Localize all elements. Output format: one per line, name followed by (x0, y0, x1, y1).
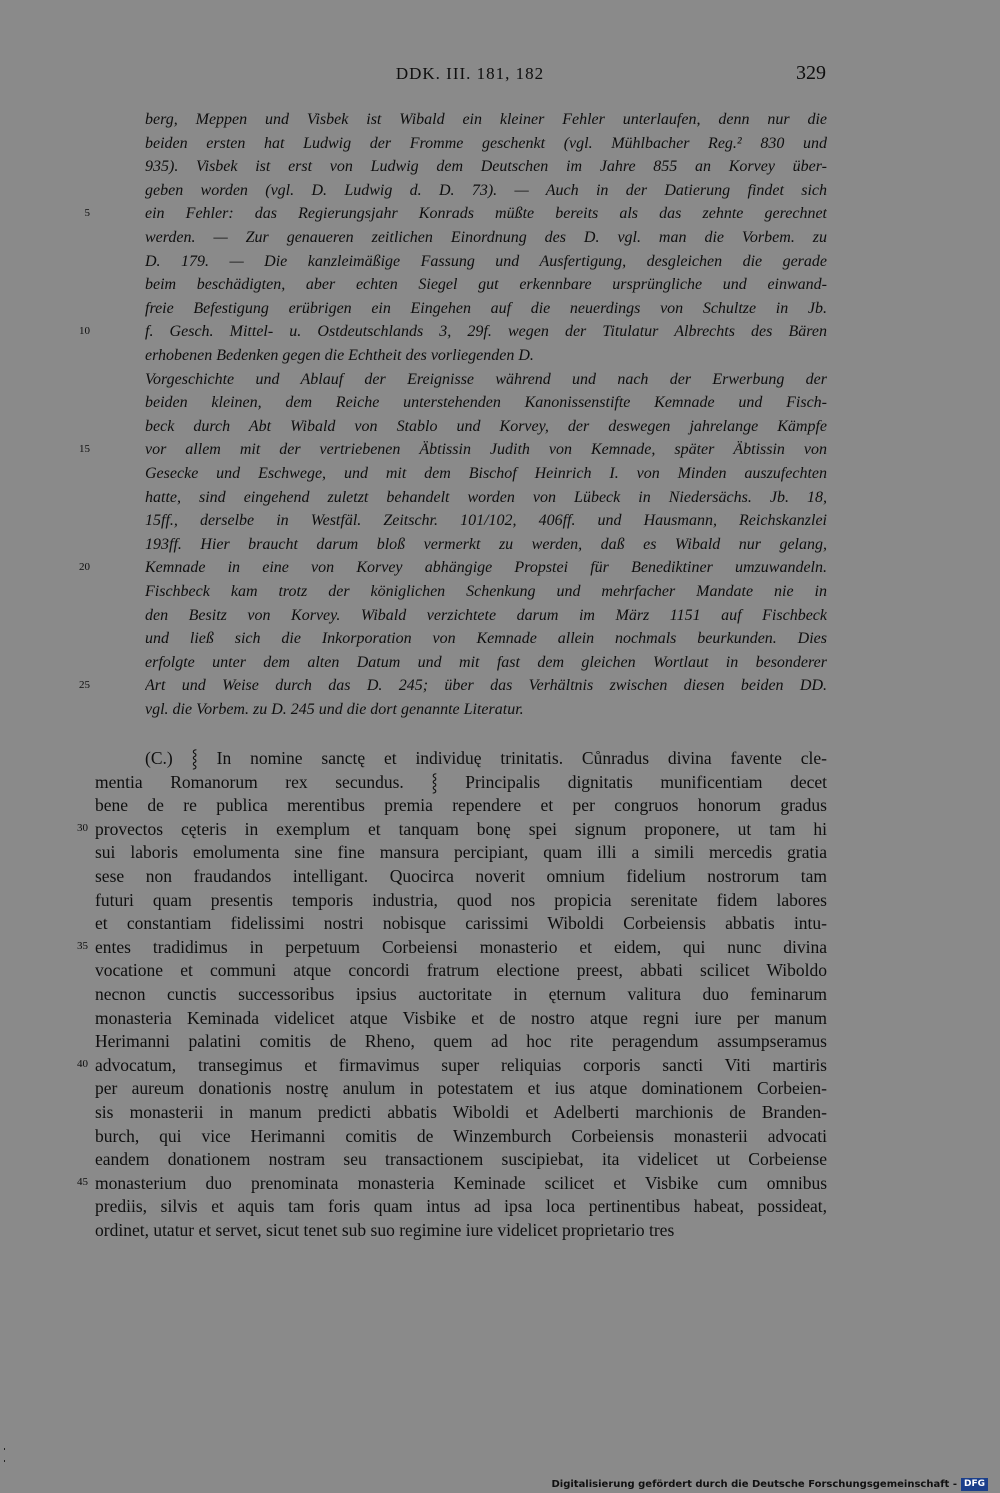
text-line: und ließ sich die Inkorporation von Kemnade allein nochmals beurkunden. Dies (145, 630, 827, 648)
text-line: erhobenen Bedenken gegen die Echtheit des vorliegenden D. (145, 347, 534, 364)
text-line: bene de re publica merentibus premia rependere et per congruos honorum gradus (95, 795, 827, 816)
text-line: (C.) ⸾ In nomine sanctę et individuę trinitatis. Cůnradus divina favente cle- (145, 748, 827, 768)
text-line: beim beschädigten, aber echten Siegel gut erkennbare ursprüngliche und einwand- (145, 276, 827, 294)
text-line: vgl. die Vorbem. zu D. 245 und die dort genannte Literatur. (145, 701, 524, 718)
page-number: 329 (796, 62, 826, 84)
text-line: D. 179. — Die kanzleimäßige Fassung und Ausfertigung, desgleichen die gerade (145, 252, 827, 270)
text-line: Fischbeck kam trotz der königlichen Schenkung und mehrfacher Mandate nie in (145, 583, 827, 600)
footer-bar (551, 1476, 988, 1493)
text-line: hatte, sind eingehend zuletzt behandelt worden von Lübeck in Niedersächs. Jb. 18, (145, 488, 827, 506)
text-line: futuri quam presentis temporis industria, quod nos propicia serenitate fidem labores (95, 889, 827, 910)
line-number: 45 (77, 1175, 88, 1188)
text-line: 193ff. Hier braucht darum bloß vermerkt zu werden, daß es Wibald nur gelang, (145, 535, 827, 553)
line-number: 35 (77, 939, 88, 952)
footer-funding-text: Digitalisierung gefördert durch die Deutsche Forschungsgemeinschaft - (551, 1479, 957, 1490)
text-line: geben worden (vgl. D. Ludwig d. D. 73). — Auch in der Datierung findet sich (145, 181, 827, 199)
text-line: et constantiam fidelissimi nostri nobisque carissimi Wiboldi Corbeiensis abbatis intu- (95, 913, 827, 934)
text-line: vor allem mit der vertriebenen Äbtissin Judith von Kemnade, später Äbtissin von (145, 441, 827, 459)
text-line: beck durch Abt Wibald von Stablo und Korvey, der deswegen jahrelange Kämpfe (145, 417, 827, 435)
text-line: beiden kleinen, dem Reiche unterstehenden Kanonissenstifte Kemnade und Fisch- (145, 394, 827, 412)
text-line: ordinet, utatur et servet, sicut tenet sub suo regimine iure videlicet proprietario tres (95, 1220, 675, 1240)
text-line: werden. — Zur genaueren zeitlichen Einordnung des D. vgl. man die Vorbem. zu (145, 229, 827, 246)
text-line: prediis, silvis et aquis tam foris quam intus ad ipsa loca pertinentibus habeat, possideat, (95, 1196, 827, 1217)
line-number: 25 (79, 679, 90, 692)
text-line: burch, qui vice Herimanni comitis de Winzemburch Corbeiensis monasterii advocati (95, 1125, 827, 1146)
text-line: Kemnade in eine von Korvey abhängige Propstei für Benediktiner umzuwandeln. (145, 559, 827, 577)
line-number: 30 (77, 821, 88, 834)
text-line: monasterium duo prenominata monasteria Keminade scilicet et Visbike cum omnibus (95, 1172, 827, 1193)
line-number: 40 (77, 1057, 88, 1070)
text-line: ein Fehler: das Regierungsjahr Konrads müßte bereits als das zehnte gerechnet (145, 205, 827, 223)
line-number: 15 (79, 443, 90, 456)
dfg-logo: DFG (961, 1478, 988, 1491)
text-line: beiden ersten hat Ludwig der Fromme geschenkt (vgl. Mühlbacher Reg.² 830 und (145, 134, 827, 152)
text-line: mentia Romanorum rex secundus. ⸾ Principalis dignitatis munificentiam decet (95, 771, 827, 792)
text-line: sese non fraudandos intelligant. Quocirca noverit omnium fidelium nostrorum tam (95, 866, 827, 886)
text-line: f. Gesch. Mittel- u. Ostdeutschlands 3, 29f. wegen der Titulatur Albrechts des Bären (145, 323, 827, 341)
text-line: provectos cęteris in exemplum et tanquam bonę spei signum proponere, ut tam hi (95, 818, 827, 839)
text-line: berg, Meppen und Visbek ist Wibald ein kleiner Fehler unterlaufen, denn nur die (145, 111, 827, 128)
text-line: Herimanni palatini comitis de Rheno, quem ad hoc rite peragendum assumpseramus (95, 1031, 827, 1052)
scan-mark (4, 1460, 5, 1462)
text-line: per aureum donationis nostrę anulum in potestatem et ius atque dominationem Corbeien- (95, 1078, 827, 1099)
line-number: 5 (84, 207, 90, 220)
text-line: Gesecke und Eschwege, und mit dem Bischof Heinrich I. von Minden auszufechten (145, 465, 827, 482)
text-line: sui laboris emolumenta sine fine mansura percipiant, quam illi a simili mercedis gratia (95, 842, 827, 863)
text-line: 15ff., derselbe in Westfäl. Zeitschr. 101/102, 406ff. und Hausmann, Reichskanzlei (145, 512, 827, 530)
text-line: Vorgeschichte und Ablauf der Ereignisse während und nach der Erwerbung der (145, 370, 827, 388)
text-line: eandem donationem nostram seu transactionem suscipiebat, ita videlicet ut Corbeiense (95, 1149, 827, 1170)
text-line: 935). Visbek ist erst von Ludwig dem Deutschen im Jahre 855 an Korvey über- (145, 158, 827, 176)
text-line: erfolgte unter dem alten Datum und mit fast dem gleichen Wortlaut in besonderer (145, 653, 827, 671)
text-line: vocatione et communi atque concordi fratrum electione preest, abbati scilicet Wiboldo (95, 960, 827, 981)
text-line: entes tradidimus in perpetuum Corbeiensi monasterio et eidem, qui nunc divina (95, 936, 827, 957)
text-line: Art und Weise durch das D. 245; über das Verhältnis zwischen diesen beiden DD. (145, 677, 827, 695)
text-line: advocatum, transegimus et firmavimus super reliquias corporis sancti Viti martiris (95, 1054, 827, 1075)
text-line: necnon cunctis successoribus ipsius auctoritate in ęternum valitura duo feminarum (95, 984, 827, 1004)
text-line: sis monasterii in manum predicti abbatis Wiboldi et Adelberti marchionis de Branden- (95, 1102, 827, 1122)
text-line: den Besitz von Korvey. Wibald verzichtete darum im März 1151 auf Fischbeck (145, 606, 827, 624)
running-header: DDK. III. 181, 182 (395, 64, 545, 83)
line-number: 10 (79, 325, 90, 338)
line-number: 20 (79, 561, 90, 574)
text-line: monasteria Keminada videlicet atque Visbike et de nostro atque regni iure per manum (95, 1007, 827, 1028)
text-line: freie Befestigung erübrigen ein Eingehen auf die neuerdings von Schultze in Jb. (145, 299, 827, 317)
scan-mark (4, 1448, 5, 1450)
